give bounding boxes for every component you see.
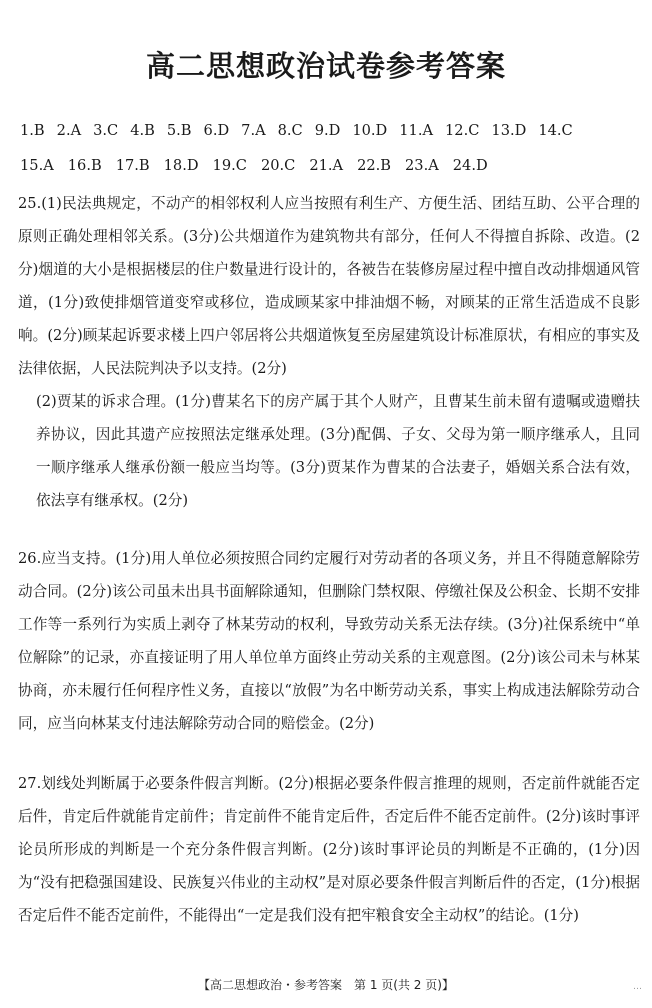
mc-answer: 14.C xyxy=(538,122,573,139)
question-25-part-2: (2)贾某的诉求合理。(1分)曹某名下的房产属于其个人财产，且曹某生前未留有遗嘱或遗赠扶养协议，因此其遗产应按照法定继承处理。(3分)配偶、子女、父母为第一顺序继承人，且同一顺序继承人继承份额一般应当均等。(3分)贾某作为曹某的合法妻子，婚姻关系合法有效，依法享有继承权。(2分) xyxy=(36,393,640,509)
question-26-text: 26.应当支持。(1分)用人单位必须按照合同约定履行对劳动者的各项义务，并且不得随意解除劳动合同。(2分)该公司虽未出具书面解除通知，但删除门禁权限、停缴社保及公积金、长期不安排工作等一系列行为实质上剥夺了林某劳动的权利，导致劳动关系无法存续。(3分)社保系统中“单位解除”的记录，亦直接证明了用人单位单方面终止劳动关系的主观意图。(2分)该公司未与林某协商，亦未履行任何程序性义务，直接以“放假”为名中断劳动关系，事实上构成违法解除劳动合同，应当向林某支付违法解除劳动合同的赔偿金。(2分) xyxy=(18,550,640,732)
mc-answer: 20.C xyxy=(260,157,296,174)
mc-answer: 11.A xyxy=(399,122,434,139)
mc-answer: 8.C xyxy=(277,122,303,139)
mc-answer: 17.B xyxy=(115,157,150,174)
mc-answer: 22.B xyxy=(357,157,392,174)
mc-answer: 4.B xyxy=(130,122,155,139)
mc-answer: 1.B xyxy=(20,122,45,139)
question-25-answer xyxy=(18,187,640,517)
mc-answer: 7.A xyxy=(241,122,266,139)
multiple-choice-row-1 xyxy=(20,122,638,139)
mc-answer: 2.A xyxy=(56,122,82,139)
mc-answer: 21.A xyxy=(309,157,344,174)
multiple-choice-row-2 xyxy=(20,157,638,174)
mc-answer: 3.C xyxy=(93,122,119,139)
question-25-part-1: 25.(1)民法典规定，不动产的相邻权利人应当按照有利生产、方便生活、团结互助、公平合理的原则正确处理相邻关系。(3分)公共烟道作为建筑物共有部分，任何人不得擅自拆除、改造。(2分)烟道的大小是根据楼层的住户数量进行设计的，各被告在装修房屋过程中擅自改动排烟通风管道，(1分)致使排烟管道变窄或移位，造成顾某家中排油烟不畅，对顾某的正常生活造成不良影响。(2分)顾某起诉要求楼上四户邻居将公共烟道恢复至房屋建筑设计标准原状，有相应的事实及法律依据，人民法院判决予以支持。(2分) xyxy=(18,195,640,377)
mc-answer: 6.D xyxy=(203,122,230,139)
mc-answer: 16.B xyxy=(67,157,102,174)
mc-answer: 12.C xyxy=(445,122,480,139)
mc-answer: 24.D xyxy=(452,157,488,174)
mc-answer: 10.D xyxy=(352,122,388,139)
page-title: 高二思想政治试卷参考答案 xyxy=(145,49,506,83)
mc-answer: 9.D xyxy=(314,122,341,139)
question-27-answer xyxy=(18,767,640,932)
mc-answer: 23.A xyxy=(405,157,439,174)
corner-mark: … xyxy=(633,982,642,992)
mc-answer: 5.B xyxy=(166,122,192,139)
mc-answer: 13.D xyxy=(491,122,527,139)
mc-answer: 19.C xyxy=(212,157,247,174)
question-27-text: 27.划线处判断属于必要条件假言判断。(2分)根据必要条件假言推理的规则，否定前件就能否定后件，肯定后件就能肯定前件；肯定前件不能肯定后件，否定后件不能否定前件。(2分)该时事评论员所形成的判断是一个充分条件假言判断。(2分)该时事评论员的判断是不正确的，(1分)因为“没有把稳强国建设、民族复兴伟业的主动权”是对原必要条件假言判断后件的否定，(1分)根据否定后件不能否定前件，不能得出“一定是我们没有把牢粮食安全主动权”的结论。(1分) xyxy=(18,775,640,924)
mc-answer: 18.D xyxy=(163,157,199,174)
mc-answer: 15.A xyxy=(20,157,54,174)
question-26-answer xyxy=(18,542,640,740)
page-footer: 【高二思想政治・参考答案 第 1 页(共 2 页)】 xyxy=(198,978,454,992)
